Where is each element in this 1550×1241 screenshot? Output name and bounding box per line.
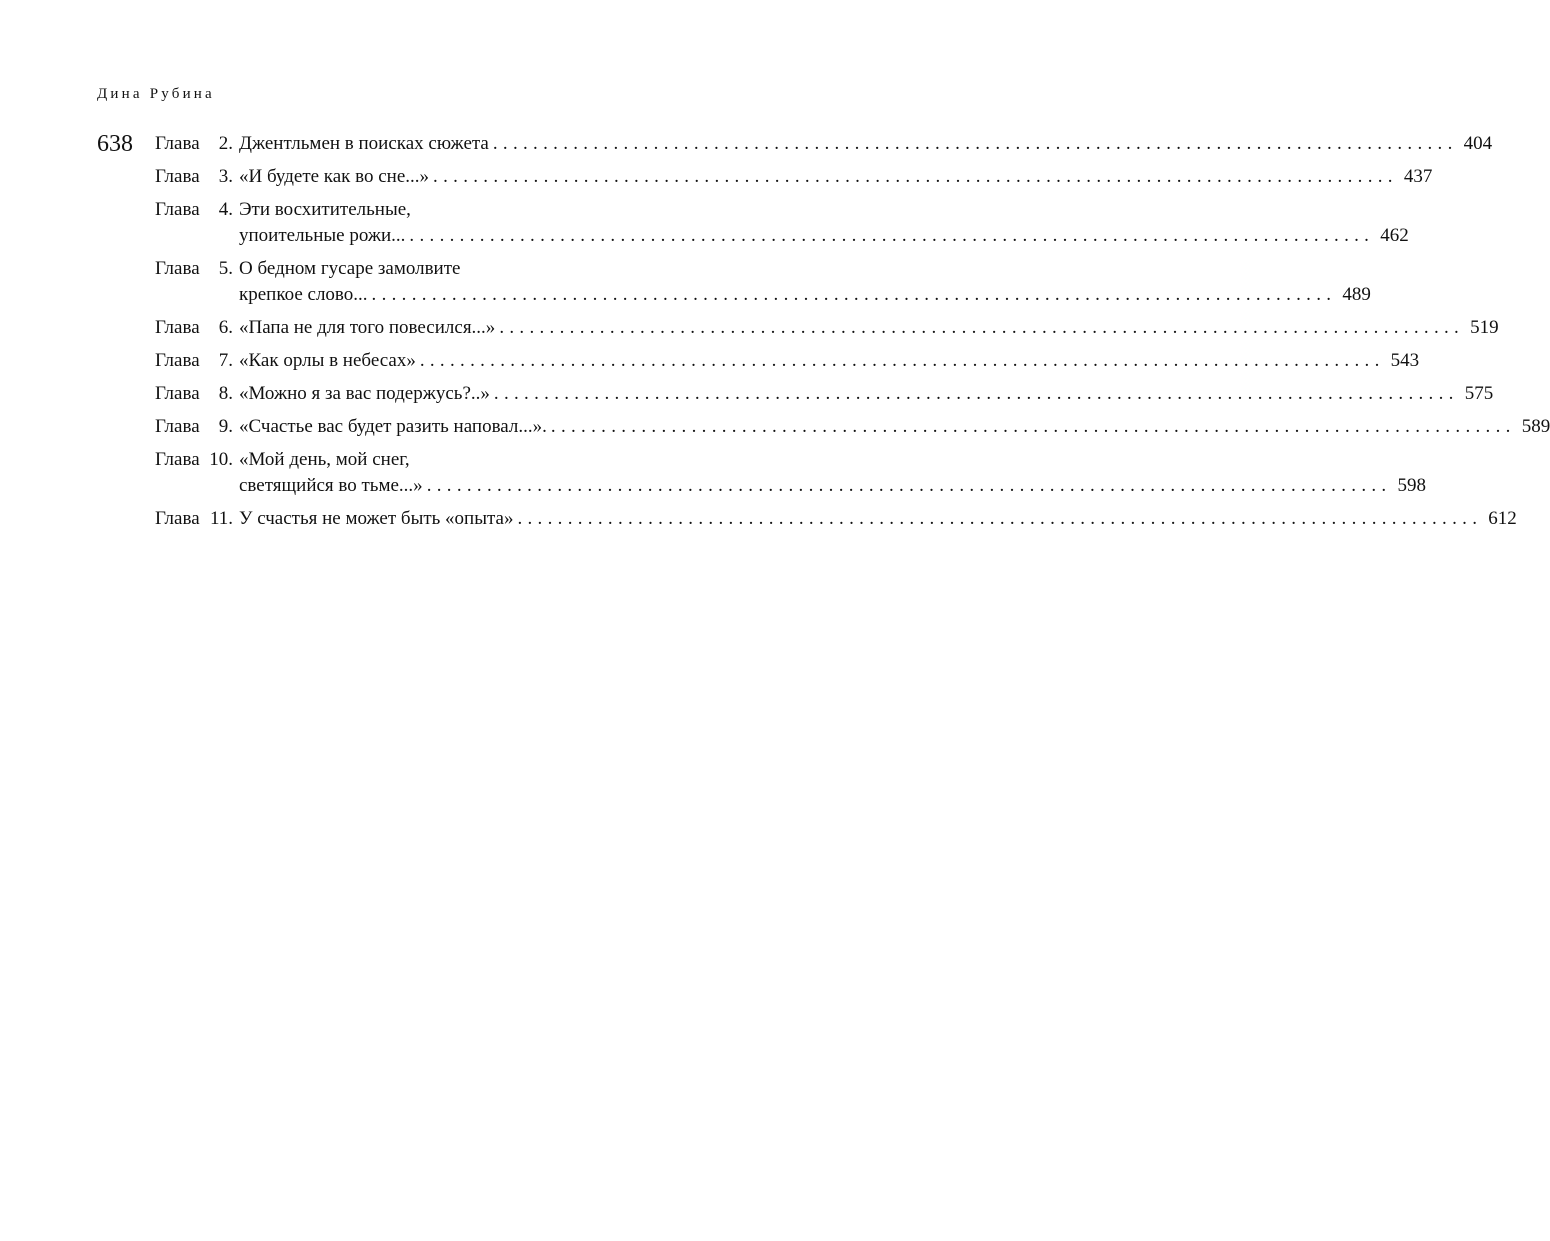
chapter-title-continued: крепкое слово... bbox=[239, 284, 368, 305]
toc-entry[interactable] bbox=[155, 197, 1409, 249]
page-number: 638 bbox=[97, 131, 133, 157]
chapter-title: «Мой день, мой снег, bbox=[239, 449, 410, 470]
toc-entry[interactable] bbox=[155, 447, 1426, 499]
chapter-page: 589 bbox=[1521, 416, 1550, 437]
chapter-label: Глава bbox=[155, 350, 200, 371]
chapter-page: 543 bbox=[1390, 350, 1420, 371]
toc-entry[interactable] bbox=[155, 348, 1420, 374]
toc-entry[interactable] bbox=[155, 506, 1517, 532]
dot-leader: ................................................................................................ bbox=[517, 508, 1483, 529]
chapter-title: «И будете как во сне...» bbox=[239, 166, 430, 187]
running-head-author: Дина Рубина bbox=[97, 86, 215, 102]
chapter-title: «Папа не для того повесился...» bbox=[239, 317, 496, 338]
chapter-page: 462 bbox=[1380, 225, 1409, 246]
chapter-page: 437 bbox=[1403, 166, 1433, 187]
chapter-number: 6. bbox=[218, 317, 233, 338]
dot-leader: ................................................................................................ bbox=[492, 133, 1458, 154]
chapter-number: 9. bbox=[218, 416, 233, 437]
toc-entry[interactable] bbox=[155, 414, 1550, 440]
chapter-page: 612 bbox=[1488, 508, 1517, 529]
dot-leader: ................................................................................................ bbox=[493, 383, 1459, 404]
chapter-page: 519 bbox=[1470, 317, 1499, 338]
chapter-number: 10. bbox=[209, 449, 233, 470]
dot-leader: ................................................................................................ bbox=[499, 317, 1465, 338]
chapter-title: «Можно я за вас подержусь?..» bbox=[239, 383, 490, 404]
chapter-label: Глава bbox=[155, 449, 200, 470]
chapter-title: Джентльмен в поисках сюжета bbox=[239, 133, 489, 154]
chapter-page: 404 bbox=[1463, 133, 1493, 154]
toc-entry[interactable] bbox=[155, 164, 1433, 190]
dot-leader: ................................................................................................ bbox=[426, 475, 1392, 496]
chapter-number: 4. bbox=[218, 199, 233, 220]
chapter-title: О бедном гусаре замолвите bbox=[239, 258, 461, 279]
chapter-number: 2. bbox=[218, 133, 233, 154]
chapter-number: 11. bbox=[209, 508, 233, 529]
chapter-page: 489 bbox=[1342, 284, 1371, 305]
chapter-page: 598 bbox=[1397, 475, 1426, 496]
chapter-title: Эти восхитительные, bbox=[239, 199, 411, 220]
chapter-number: 5. bbox=[218, 258, 233, 279]
toc-entry[interactable] bbox=[155, 381, 1494, 407]
chapter-label: Глава bbox=[155, 199, 200, 220]
chapter-page: 575 bbox=[1464, 383, 1494, 404]
chapter-title-continued: упоительные рожи... bbox=[239, 225, 406, 246]
chapter-label: Глава bbox=[155, 133, 200, 154]
chapter-title: «Счастье вас будет разить наповал...». bbox=[239, 416, 547, 437]
dot-leader: ................................................................................................ bbox=[371, 284, 1337, 305]
chapter-label: Глава bbox=[155, 416, 200, 437]
toc-entry[interactable] bbox=[155, 256, 1371, 308]
table-of-contents bbox=[155, 131, 1550, 539]
dot-leader: ................................................................................................ bbox=[433, 166, 1398, 187]
chapter-label: Глава bbox=[155, 317, 200, 338]
chapter-label: Глава bbox=[155, 383, 200, 404]
dot-leader: ................................................................................................ bbox=[550, 416, 1516, 437]
toc-entry[interactable] bbox=[155, 131, 1493, 157]
dot-leader: ................................................................................................ bbox=[409, 225, 1375, 246]
chapter-number: 8. bbox=[218, 383, 233, 404]
toc-entry[interactable] bbox=[155, 315, 1499, 341]
chapter-number: 3. bbox=[218, 166, 233, 187]
dot-leader: ................................................................................................ bbox=[419, 350, 1385, 371]
chapter-label: Глава bbox=[155, 508, 200, 529]
chapter-label: Глава bbox=[155, 166, 200, 187]
chapter-title: У счастья не может быть «опыта» bbox=[239, 508, 514, 529]
chapter-title-continued: светящийся во тьме...» bbox=[239, 475, 423, 496]
chapter-title: «Как орлы в небесах» bbox=[239, 350, 416, 371]
chapter-label: Глава bbox=[155, 258, 200, 279]
chapter-number: 7. bbox=[218, 350, 233, 371]
